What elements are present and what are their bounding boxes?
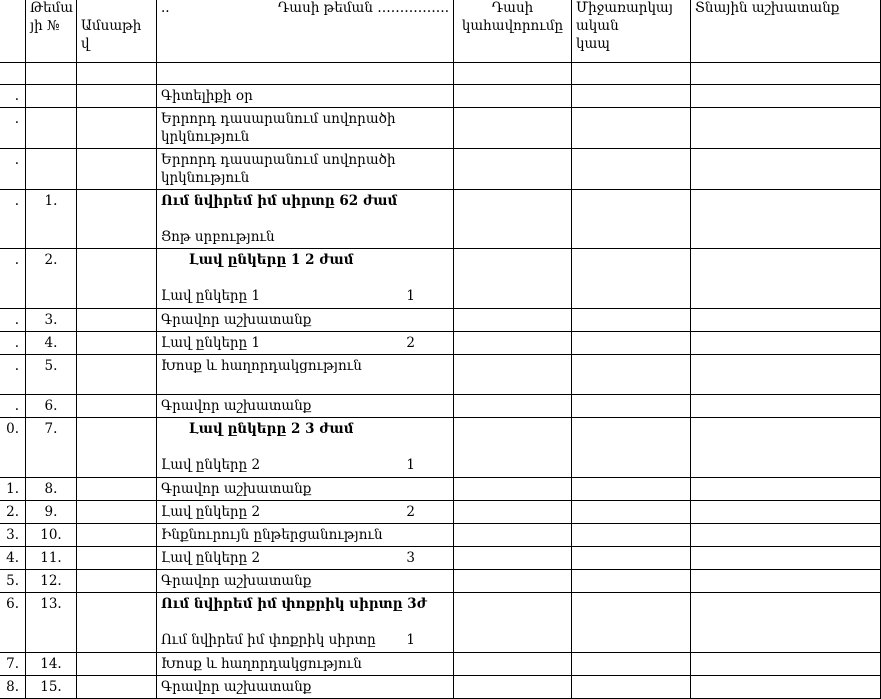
header-row-number	[0, 0, 26, 63]
equipment-cell	[454, 332, 572, 355]
interdisciplinary-cell	[572, 418, 691, 478]
unit-number: 7.	[26, 418, 77, 478]
lesson-subtopic: Ում նվիրեմ իմ փոքրիկ սիրտը	[161, 632, 376, 648]
lesson-part-number: 3	[406, 550, 415, 566]
table-row	[0, 395, 881, 418]
date-cell	[77, 190, 157, 249]
row-number: .	[0, 395, 26, 418]
table-row	[0, 309, 881, 332]
equipment-cell	[454, 418, 572, 478]
row-number: 5.	[0, 570, 26, 593]
row-number: .	[0, 190, 26, 249]
date-cell	[77, 676, 157, 699]
date-cell	[77, 309, 157, 332]
lesson-subtopic-number: 1	[406, 457, 415, 473]
homework-cell	[691, 108, 881, 149]
unit-number	[26, 85, 77, 108]
table-row	[0, 85, 881, 108]
interdisciplinary-cell	[572, 149, 691, 190]
interdisciplinary-cell	[572, 593, 691, 653]
equipment-cell	[454, 593, 572, 653]
homework-cell	[691, 547, 881, 570]
date-cell	[77, 249, 157, 309]
unit-number: 2.	[26, 249, 77, 309]
equipment-cell	[454, 570, 572, 593]
unit-number: 6.	[26, 395, 77, 418]
header-lesson-topic	[157, 0, 454, 63]
lesson-title: Ինքնուրույն ընթերցանություն	[161, 527, 383, 543]
unit-number: 1.	[26, 190, 77, 249]
homework-cell	[691, 676, 881, 699]
lesson-topic	[157, 395, 454, 418]
lesson-title: Լավ ընկերը 1	[161, 335, 261, 351]
lesson-topic	[157, 547, 454, 570]
table-row	[0, 332, 881, 355]
lesson-topic	[157, 149, 454, 190]
date-cell	[77, 653, 157, 676]
equipment-cell	[454, 63, 572, 85]
lesson-title: Գրավոր աշխատանք	[161, 481, 312, 497]
unit-number: 10.	[26, 524, 77, 547]
table-row	[0, 149, 881, 190]
equipment-cell	[454, 309, 572, 332]
homework-cell	[691, 63, 881, 85]
lesson-title: Խոսք և հաղորդակցություն	[161, 358, 362, 374]
homework-cell	[691, 524, 881, 547]
row-number: 3.	[0, 524, 26, 547]
equipment-cell	[454, 501, 572, 524]
row-number: 7.	[0, 653, 26, 676]
unit-number: 14.	[26, 653, 77, 676]
lesson-topic	[157, 570, 454, 593]
homework-cell	[691, 395, 881, 418]
table-row	[0, 190, 881, 249]
row-number: .	[0, 108, 26, 149]
lesson-topic	[157, 85, 454, 108]
row-number: .	[0, 149, 26, 190]
homework-cell	[691, 332, 881, 355]
date-cell	[77, 85, 157, 108]
header-interdisciplinary-link: Միջառարկայ ական կապ	[572, 0, 691, 63]
lesson-topic	[157, 309, 454, 332]
date-cell	[77, 501, 157, 524]
lesson-subtopic: Լավ ընկերը 1	[161, 288, 261, 304]
homework-cell	[691, 190, 881, 249]
homework-cell	[691, 478, 881, 501]
row-number: .	[0, 309, 26, 332]
unit-number: 5.	[26, 355, 77, 395]
homework-cell	[691, 149, 881, 190]
equipment-cell	[454, 524, 572, 547]
homework-cell	[691, 593, 881, 653]
date-cell	[77, 418, 157, 478]
homework-cell	[691, 418, 881, 478]
date-cell	[77, 593, 157, 653]
equipment-cell	[454, 85, 572, 108]
interdisciplinary-cell	[572, 524, 691, 547]
row-number: .	[0, 249, 26, 309]
header-homework: Տնային աշխատանք	[691, 0, 881, 63]
equipment-cell	[454, 653, 572, 676]
interdisciplinary-cell	[572, 547, 691, 570]
interdisciplinary-cell	[572, 676, 691, 699]
date-cell	[77, 478, 157, 501]
interdisciplinary-cell	[572, 332, 691, 355]
equipment-cell	[454, 149, 572, 190]
lesson-topic	[157, 355, 454, 395]
unit-number: 13.	[26, 593, 77, 653]
lesson-topic	[157, 190, 454, 249]
row-number: .	[0, 355, 26, 395]
header-row	[0, 0, 881, 63]
interdisciplinary-cell	[572, 395, 691, 418]
date-cell	[77, 332, 157, 355]
homework-cell	[691, 85, 881, 108]
lesson-title: Գրավոր աշխատանք	[161, 679, 312, 695]
lesson-topic	[157, 249, 454, 309]
homework-cell	[691, 309, 881, 332]
header-date: Ամսաթի վ	[77, 0, 157, 63]
lesson-title: Լավ ընկերը 2	[161, 550, 261, 566]
lesson-title: Լավ ընկերը 2	[161, 504, 261, 520]
table-row	[0, 547, 881, 570]
header-unit-number: Թեմա յի №	[26, 0, 77, 63]
lesson-title: Երրորդ դասարանում սովորածի կրկնություն	[161, 111, 396, 145]
date-cell	[77, 149, 157, 190]
lesson-topic	[157, 478, 454, 501]
header-topic-label: Դասի թեման …………….	[277, 0, 449, 16]
lesson-topic	[157, 676, 454, 699]
row-number: 4.	[0, 547, 26, 570]
table-row	[0, 355, 881, 395]
lesson-title: Գրավոր աշխատանք	[161, 573, 312, 589]
interdisciplinary-cell	[572, 85, 691, 108]
equipment-cell	[454, 478, 572, 501]
homework-cell	[691, 570, 881, 593]
lesson-title: Ում նվիրեմ իմ սիրտը 62 ժամ	[161, 193, 398, 209]
interdisciplinary-cell	[572, 63, 691, 85]
lesson-title: Լավ ընկերը 2 3 ժամ	[189, 421, 354, 437]
lesson-subtopic: Ցոթ սրբություն	[161, 229, 275, 245]
table-row	[0, 501, 881, 524]
lesson-part-number: 2	[406, 504, 415, 520]
lesson-topic	[157, 418, 454, 478]
interdisciplinary-cell	[572, 478, 691, 501]
header-topic-prefix: ..	[161, 0, 170, 16]
interdisciplinary-cell	[572, 309, 691, 332]
lesson-topic	[157, 524, 454, 547]
equipment-cell	[454, 547, 572, 570]
lesson-topic	[157, 332, 454, 355]
lesson-topic	[157, 501, 454, 524]
row-number: 0.	[0, 418, 26, 478]
homework-cell	[691, 249, 881, 309]
table-row	[0, 249, 881, 309]
interdisciplinary-cell	[572, 653, 691, 676]
date-cell	[77, 570, 157, 593]
unit-number: 8.	[26, 478, 77, 501]
lesson-title: Խոսք և հաղորդակցություն	[161, 656, 362, 672]
row-number: .	[0, 85, 26, 108]
equipment-cell	[454, 355, 572, 395]
unit-number: 11.	[26, 547, 77, 570]
table-row	[0, 108, 881, 149]
row-number: 2.	[0, 501, 26, 524]
table-row	[0, 418, 881, 478]
interdisciplinary-cell	[572, 355, 691, 395]
lesson-topic	[157, 63, 454, 85]
lesson-title: Լավ ընկերը 1 2 ժամ	[189, 252, 354, 268]
date-cell	[77, 395, 157, 418]
interdisciplinary-cell	[572, 570, 691, 593]
equipment-cell	[454, 676, 572, 699]
unit-number: 3.	[26, 309, 77, 332]
lesson-subtopic-number: 1	[406, 632, 415, 648]
homework-cell	[691, 501, 881, 524]
row-number: .	[0, 332, 26, 355]
table-row	[0, 653, 881, 676]
date-cell	[77, 63, 157, 85]
lesson-subtopic: Լավ ընկերը 2	[161, 457, 261, 473]
row-number: 6.	[0, 593, 26, 653]
table-row	[0, 524, 881, 547]
date-cell	[77, 524, 157, 547]
unit-number: 15.	[26, 676, 77, 699]
lesson-topic	[157, 108, 454, 149]
table-row	[0, 593, 881, 653]
equipment-cell	[454, 249, 572, 309]
lesson-title: Գրավոր աշխատանք	[161, 312, 312, 328]
lesson-part-number: 2	[406, 335, 415, 351]
interdisciplinary-cell	[572, 190, 691, 249]
interdisciplinary-cell	[572, 501, 691, 524]
homework-cell	[691, 355, 881, 395]
table-row	[0, 676, 881, 699]
lesson-title: Ում նվիրեմ իմ փոքրիկ սիրտը 3ժ	[161, 596, 428, 612]
equipment-cell	[454, 190, 572, 249]
table-row	[0, 478, 881, 501]
unit-number	[26, 108, 77, 149]
row-number: 8.	[0, 676, 26, 699]
interdisciplinary-cell	[572, 108, 691, 149]
lesson-title: Երրորդ դասարանում սովորածի կրկնություն	[161, 152, 396, 186]
date-cell	[77, 547, 157, 570]
equipment-cell	[454, 108, 572, 149]
unit-number: 12.	[26, 570, 77, 593]
date-cell	[77, 355, 157, 395]
unit-number	[26, 149, 77, 190]
lesson-topic	[157, 653, 454, 676]
unit-number: 9.	[26, 501, 77, 524]
lesson-title: Գրավոր աշխատանք	[161, 398, 312, 414]
interdisciplinary-cell	[572, 249, 691, 309]
unit-number: 4.	[26, 332, 77, 355]
row-number: 1.	[0, 478, 26, 501]
lesson-topic	[157, 593, 454, 653]
lesson-title: Գիտելիքի օր	[161, 88, 253, 104]
homework-cell	[691, 653, 881, 676]
unit-number	[26, 63, 77, 85]
date-cell	[77, 108, 157, 149]
lesson-subtopic-number: 1	[406, 288, 415, 304]
row-number	[0, 63, 26, 85]
header-lesson-equipment: Դասի կահավորումը	[454, 0, 572, 63]
equipment-cell	[454, 395, 572, 418]
table-row	[0, 63, 881, 85]
table-row	[0, 570, 881, 593]
